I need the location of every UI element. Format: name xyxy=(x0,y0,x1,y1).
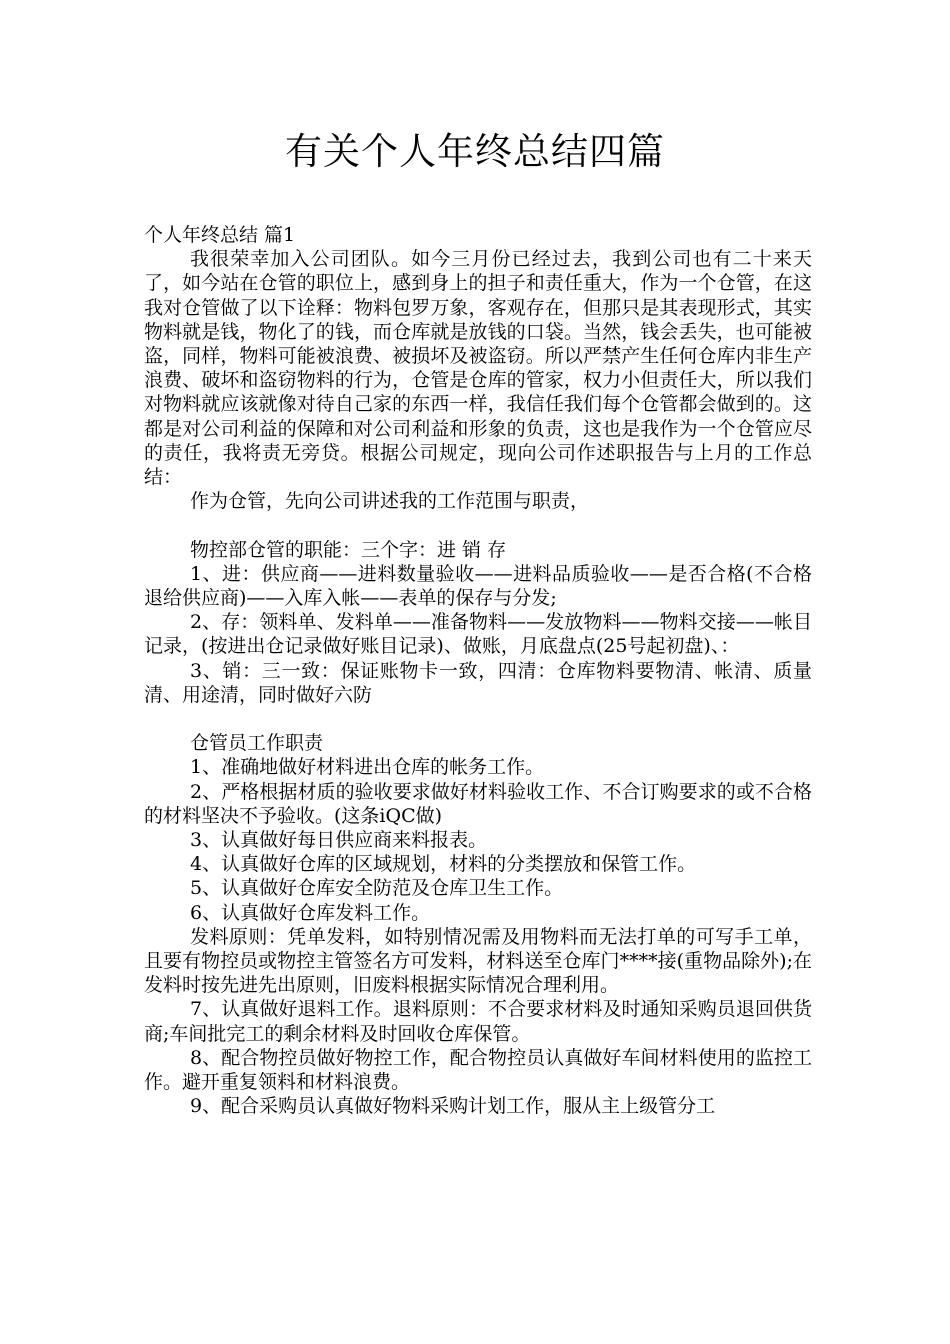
section-heading: 个人年终总结 篇1 xyxy=(144,224,296,246)
paragraph-intro: 我很荣幸加入公司团队。如今三月份已经过去，我到公司也有二十来天了，如今站在仓管的职位上，感到身上的担子和责任重大，作为一个仓管，在这我对仓管做了以下诠释：物料包罗万象，客观存在，但那只是其表现形式，其实物料就是钱，物化了的钱，而仓库就是放钱的口袋。当然，钱会丢失，也可能被盗，同样，物料可能被浪费、被损坏及被盗窃。所以严禁产生任何仓库内非生产浪费、破坏和盗窃物料的行为，仓管是仓库的管家，权力小但责任大，所以我们对物料就应该就像对待自己家的东西一样，我信任我们每个仓管都会做到的。这都是对公司利益的保障和对公司利益和形象的负责，这也是我作为一个仓管应尽的责任，我将责无旁贷。根据公司规定，现向公司作述职报告与上月的工作总结： xyxy=(144,248,812,489)
duty-item-6: 6、认真做好仓库发料工作。 xyxy=(190,901,431,924)
paragraph-issue-principle: 发料原则：凭单发料，如特别情况需及用物料而无法打单的可写手工单，且要有物控员或物控主管签名方可发料，材料送至仓库门****接(重物品除外);在发料时按先进先出原则，旧废料根据实际情况合理利用。 xyxy=(144,925,812,997)
duty-item-3: 3、认真做好每日供应商来料报表。 xyxy=(190,829,488,852)
paragraph-item-in: 1、进：供应商——进料数量验收——进料品质验收——是否合格(不合格退给供应商)——入库入帐——表单的保存与分发; xyxy=(144,562,812,610)
document-body xyxy=(144,223,812,1118)
duty-item-2: 2、严格根据材质的验收要求做好材料验收工作、不合订购要求的或不合格的材料坚决不予验收。(这条iQC做) xyxy=(144,780,812,827)
duty-item-7: 7、认真做好退料工作。退料原则：不合要求材料及时通知采购员退回供货商;车间批完工的剩余材料及时回收仓库保管。 xyxy=(144,998,812,1045)
document-title: 有关个人年终总结四篇 xyxy=(285,130,665,173)
blank-line xyxy=(144,513,812,537)
paragraph-item-store: 2、存：领料单、发料单——准备物料——发放物料——物料交接——帐目记录，(按进出仓记录做好账目记录)、做账，月底盘点(25号起初盘)、： xyxy=(144,611,812,658)
duty-item-4: 4、认真做好仓库的区域规划，材料的分类摆放和保管工作。 xyxy=(190,853,697,876)
duty-item-8: 8、配合物控员做好物控工作，配合物控员认真做好车间材料使用的监控工作。避开重复领料和材料浪费。 xyxy=(144,1046,812,1094)
duty-item-9: 9、配合采购员认真做好物料采购计划工作，服从主上级管分工 xyxy=(190,1095,716,1118)
blank-line xyxy=(144,707,812,731)
duty-item-1: 1、准确地做好材料进出仓库的帐务工作。 xyxy=(190,756,545,779)
paragraph-scope: 作为仓管，先向公司讲述我的工作范围与职责， xyxy=(190,490,590,513)
paragraph-functions: 物控部仓管的职能：三个字：进 销 存 xyxy=(190,538,507,561)
paragraph-duties-heading: 仓管员工作职责 xyxy=(190,732,324,755)
paragraph-item-out: 3、销：三一致：保证账物卡一致，四清：仓库物料要物清、帐清、质量清、用途清，同时做好六防 xyxy=(144,659,812,706)
duty-item-5: 5、认真做好仓库安全防范及仓库卫生工作。 xyxy=(190,877,564,900)
